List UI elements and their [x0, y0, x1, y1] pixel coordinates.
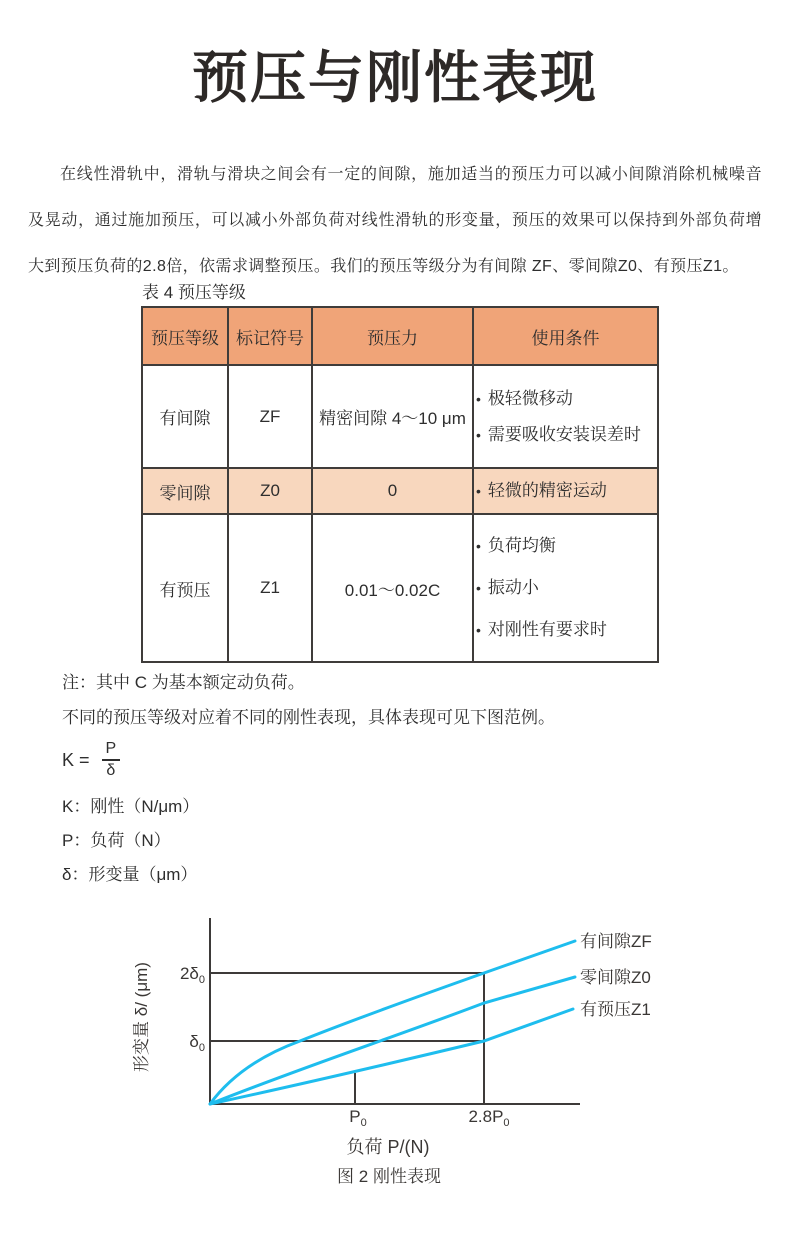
xtick-p0-main: P	[349, 1107, 361, 1126]
bullet-icon: •	[476, 483, 481, 499]
bullet-icon: •	[476, 538, 481, 554]
cell-grade: 有间隙	[142, 365, 228, 468]
formula-fraction	[102, 740, 121, 780]
y-axis-title: 形变量 δ/ (μm)	[132, 962, 151, 1072]
xtick-2.8p0-main: 2.8P	[468, 1107, 504, 1126]
cell-force: 精密间隙 4～10 μm	[312, 365, 473, 468]
ytick-2d0-sub: 0	[198, 974, 205, 986]
bullet-icon: •	[476, 580, 481, 596]
ytick-d0-main: δ	[189, 1032, 199, 1051]
cell-grade: 有预压	[142, 514, 228, 662]
cell-grade: 零间隙	[142, 468, 228, 514]
table-caption: 表 4 预压等级	[142, 283, 246, 302]
xtick-p0	[349, 1107, 366, 1129]
condition-text: 负荷均衡	[487, 536, 556, 555]
x-axis-title: 负荷 P/(N)	[346, 1137, 430, 1157]
table-header-row	[142, 307, 658, 365]
legend-k: K：刚性（N/μm）	[62, 797, 200, 816]
table-row-zf	[142, 365, 658, 468]
bullet-icon: •	[476, 390, 481, 407]
curve-label-zf: 有间隙ZF	[580, 932, 652, 951]
formula-denominator: δ	[106, 762, 116, 779]
condition-item	[476, 609, 655, 651]
rigidity-intro-note: 不同的预压等级对应着不同的刚性表现，具体表现可见下图范例。	[62, 708, 555, 727]
table-row-z0	[142, 468, 658, 514]
xtick-2.8p0	[468, 1107, 509, 1129]
cell-force: 0	[312, 468, 473, 514]
bullet-icon: •	[476, 622, 481, 638]
ytick-2d0-main: 2δ	[179, 964, 199, 983]
col-header-grade: 预压等级	[142, 307, 228, 365]
page-title: 预压与刚性表现	[192, 46, 598, 109]
cell-symbol: Z1	[228, 514, 312, 662]
condition-item	[476, 525, 655, 567]
legend-delta: δ：形变量（μm）	[62, 865, 198, 884]
fraction-bar	[102, 759, 121, 761]
legend-p: P：负荷（N）	[62, 831, 171, 850]
cell-conditions	[473, 514, 658, 662]
ytick-d0	[189, 1032, 205, 1054]
cell-symbol: Z0	[228, 468, 312, 514]
formula-lhs: K =	[62, 749, 90, 770]
curve-label-z1: 有预压Z1	[580, 1000, 651, 1019]
intro-paragraph: 在线性滑轨中，滑轨与滑块之间会有一定的间隙，施加适当的预压力可以减小间隙消除机械噪音及晃动，通过施加预压，可以减小外部负荷对线性滑轨的形变量，预压的效果可以保持到外部负荷增大到预压负荷的2.8倍，依需求调整预压。我们的预压等级分为有间隙 ZF、零间隙Z0、有预压Z1。	[28, 166, 762, 275]
curve-label-z0: 零间隙Z0	[580, 968, 651, 987]
col-header-symbol: 标记符号	[228, 307, 312, 365]
condition-text: 轻微的精密运动	[487, 481, 607, 500]
cell-symbol: ZF	[228, 365, 312, 468]
col-header-usage: 使用条件	[473, 307, 658, 365]
ytick-d0-sub: 0	[198, 1042, 205, 1054]
xtick-2.8p0-sub: 0	[503, 1117, 510, 1129]
condition-item	[476, 381, 655, 417]
curve-zf	[210, 941, 575, 1104]
ytick-2d0	[180, 964, 205, 986]
condition-item	[476, 567, 655, 609]
table-note: 注：其中 C 为基本额定动负荷。	[62, 673, 305, 692]
table-row-z1	[142, 514, 658, 662]
stiffness-formula	[62, 740, 120, 780]
condition-text: 对刚性有要求时	[487, 620, 607, 639]
figure-caption: 图 2 刚性表现	[337, 1167, 441, 1186]
xtick-p0-sub: 0	[360, 1117, 367, 1129]
bullet-icon: •	[476, 426, 481, 443]
preload-grade-table	[141, 306, 659, 663]
formula-numerator: P	[105, 740, 117, 757]
cell-conditions	[473, 468, 658, 514]
condition-item	[476, 417, 655, 453]
rigidity-chart	[100, 900, 790, 1200]
condition-item	[476, 479, 655, 503]
col-header-force: 预压力	[312, 307, 473, 365]
condition-text: 极轻微移动	[487, 388, 573, 408]
cell-conditions	[473, 365, 658, 468]
condition-text: 振动小	[487, 578, 539, 597]
condition-text: 需要吸收安装误差时	[487, 424, 641, 444]
cell-force: 0.01～0.02C	[312, 514, 473, 662]
